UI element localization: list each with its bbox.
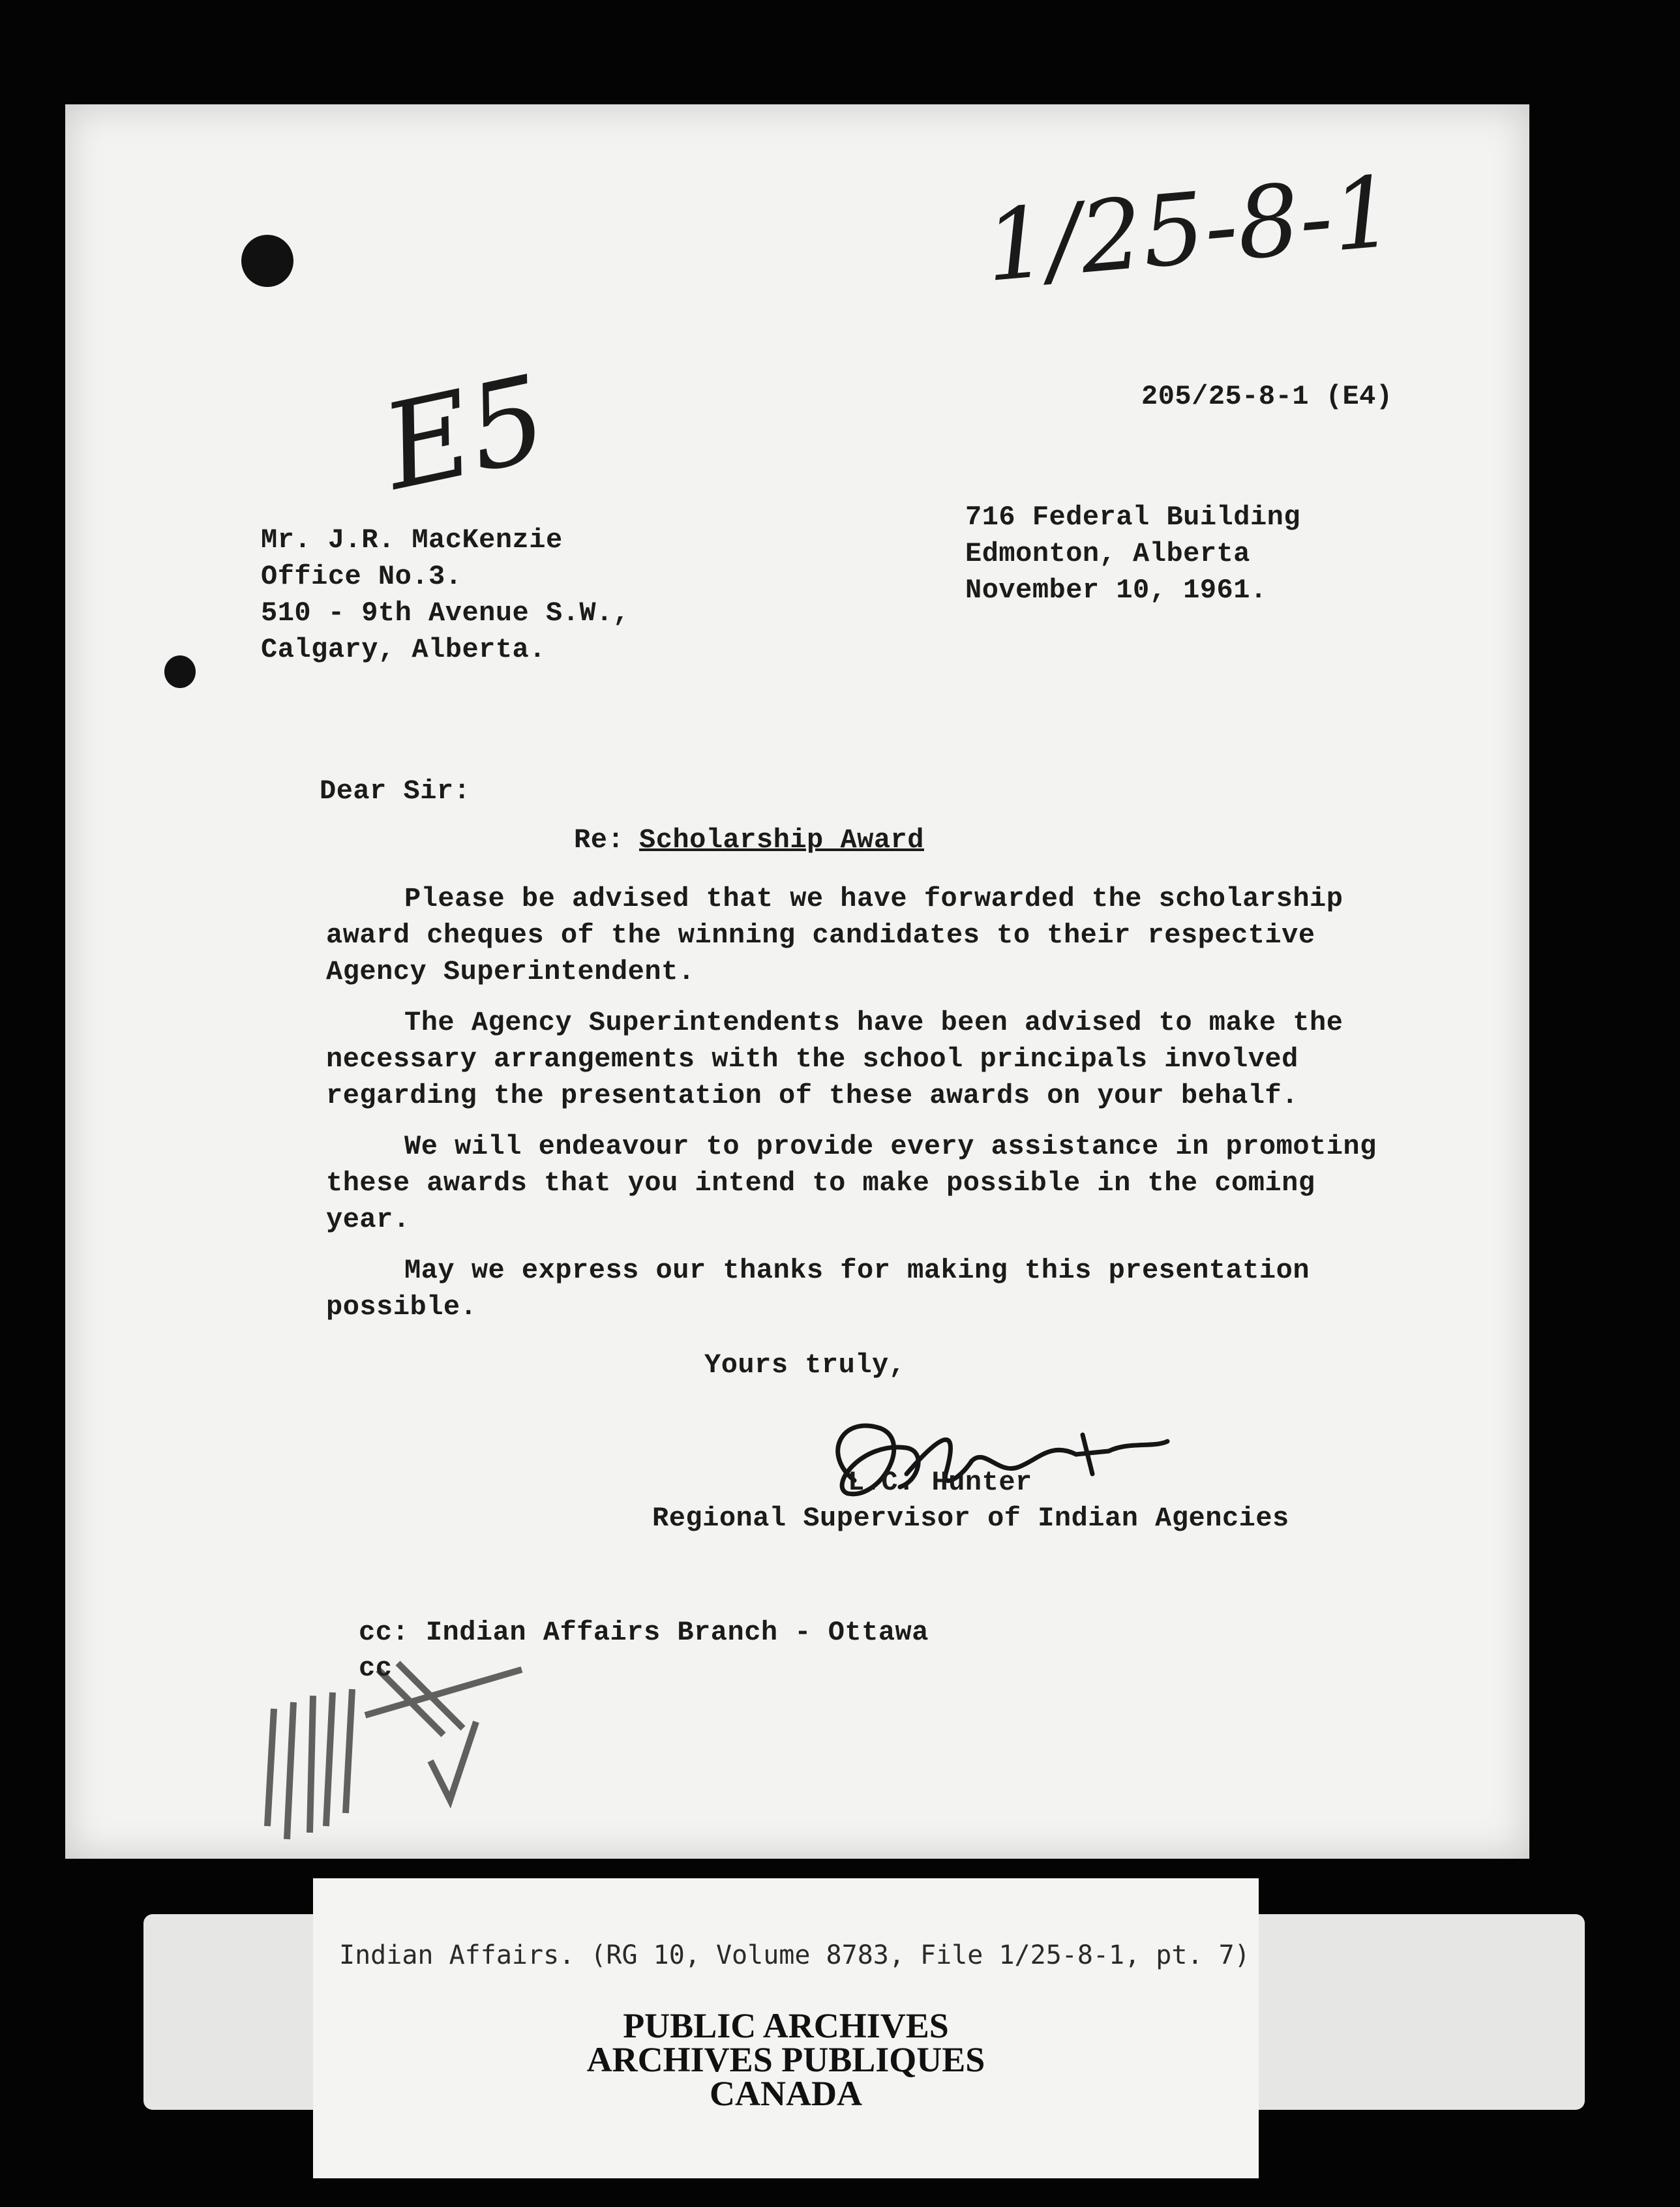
punch-hole-middle	[164, 655, 196, 688]
signatory-title: Regional Supervisor of Indian Agencies	[652, 1503, 1289, 1534]
signatory-name: L.C. Hunter	[848, 1467, 1032, 1498]
recipient-line: Office No.3.	[261, 561, 462, 592]
cc-line: cc	[359, 1653, 393, 1684]
file-number: 205/25-8-1 (E4)	[1141, 381, 1393, 412]
archive-citation: Indian Affairs. (RG 10, Volume 8783, File 1/25-8-1, pt. 7)	[339, 1940, 1250, 1970]
salutation: Dear Sir:	[320, 775, 471, 807]
recipient-line: Calgary, Alberta.	[261, 634, 546, 665]
recipient-line: Mr. J.R. MacKenzie	[261, 524, 563, 556]
body-line: regarding the presentation of these awards on your behalf.	[326, 1080, 1298, 1111]
body-line: The Agency Superintendents have been advised to make the	[404, 1007, 1343, 1038]
handwritten-mark: E5	[372, 350, 558, 517]
archive-name-fr: ARCHIVES PUBLIQUES	[586, 2040, 985, 2079]
handwritten-file-ref: 1/25-8-1	[980, 155, 1400, 305]
punch-hole-top	[241, 235, 293, 287]
archive-country: CANADA	[710, 2074, 862, 2113]
body-line: these awards that you intend to make possible in the coming	[326, 1167, 1315, 1199]
body-line: We will endeavour to provide every assistance in promoting	[404, 1131, 1377, 1162]
sender-line: November 10, 1961.	[965, 575, 1267, 606]
body-line: year.	[326, 1204, 410, 1235]
body-line: necessary arrangements with the school principals involved	[326, 1043, 1298, 1075]
body-line: Please be advised that we have forwarded the scholarship	[404, 883, 1343, 914]
body-line: possible.	[326, 1291, 477, 1323]
body-line: Agency Superintendent.	[326, 956, 695, 987]
subject-prefix: Re:	[574, 824, 625, 856]
body-line: May we express our thanks for making this presentation	[404, 1255, 1310, 1286]
sender-line: Edmonton, Alberta	[965, 538, 1250, 569]
closing: Yours truly,	[704, 1349, 906, 1381]
cc-line: cc: Indian Affairs Branch - Ottawa	[359, 1617, 929, 1648]
body-line: award cheques of the winning candidates to their respective	[326, 920, 1315, 951]
sender-line: 716 Federal Building	[965, 502, 1301, 533]
archive-name-en: PUBLIC ARCHIVES	[623, 2006, 949, 2045]
subject-text: Scholarship Award	[639, 824, 924, 856]
received-stamp-smudge	[248, 1630, 587, 1865]
recipient-line: 510 - 9th Avenue S.W.,	[261, 597, 630, 629]
letter-page	[65, 104, 1529, 1859]
